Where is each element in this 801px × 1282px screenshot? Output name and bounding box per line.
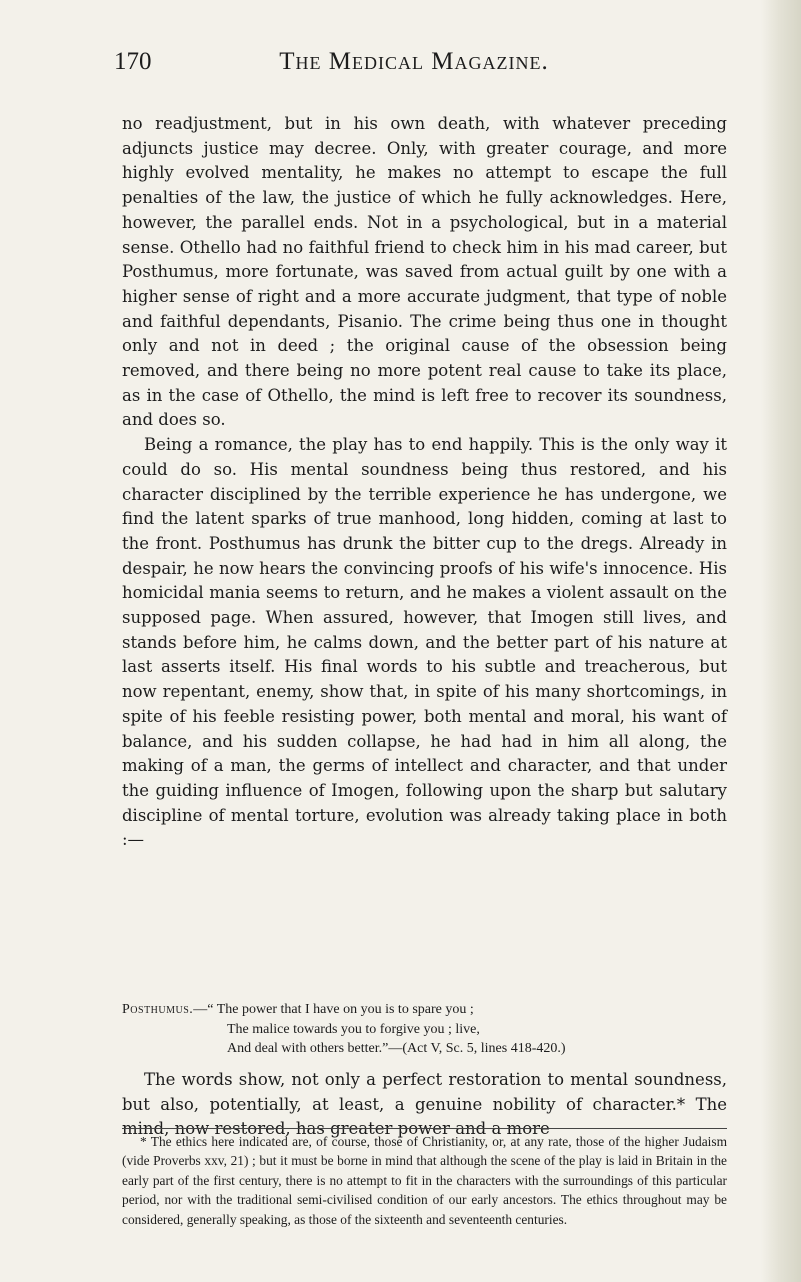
paragraph-2: Being a romance, the play has to end happily. This is the only way it could do so. His mental soundness being thus restored, and his character disciplined by the terrible experience he has undergone, we find the latent sparks of true manhood, long hidden, coming at last to the front. Posthumus has drunk the bitter cup to the dregs. Already in despair, he now hears the convincing proofs of his wife's innocence. His homicidal mania seems to return, and he makes a violent assault on the supposed page. When assured, however, that Imogen still lives, and stands before him, he calms down, and the better part of his nature at last asserts itself. His final words to his subtle and treacherous, but now repentant, enemy, show that, in spite of his many shortcomings, in spite of his feeble resisting power, both mental and moral, his want of balance, and his sudden collapse, he had had in him all along, the making of a man, the germs of intellect and character, and that under the guiding influence of Imogen, following upon the sharp but salutary discipline of mental torture, evolution was already taking place in both :— [122,435,727,850]
footnote-rule [122,1128,727,1129]
quote-speaker: Posthumus. [122,1002,194,1017]
closing-paragraph [122,1068,727,1142]
body-text [122,112,727,853]
page-number: 170 [114,48,152,75]
paragraph-1: no readjustment, but in his own death, with whatever preceding adjuncts justice may decree. Only, with greater courage, and more highly evolved mentality, he makes no attempt to escape the full penalties of the law, the justice of which he fully acknowledges. Here, however, the parallel ends. Not in a psychological, but in a material sense. Othello had no faithful friend to check him in his mad career, but Posthumus, more fortunate, was saved from actual guilt by one with a higher sense of right and a more accurate judgment, that type of noble and faithful dependants, Pisanio. The crime being thus one in thought only and not in deed ; the original cause of the obsession being removed, and there being no more potent real cause to take its place, as in the case of Othello, the mind is left free to recover its soundness, and does so. [122,114,727,430]
footnote [122,1132,727,1229]
page-header [114,48,714,82]
quote-line-1-text: —“ The power that I have on you is to spare you ; [193,1002,474,1017]
quote-line-2: The malice towards you to forgive you ; live, [227,1021,480,1037]
quote-line-3: And deal with others better.”—(Act V, Sc. 5, lines 418-420.) [227,1041,566,1056]
block-quote [122,1000,727,1059]
paragraph-3: The words show, not only a perfect restoration to mental soundness, but also, potentially, at least, a genuine nobility of character.* The mind, now restored, has greater power and a more [122,1070,727,1139]
footnote-text: * The ethics here indicated are, of course, those of Christianity, or, at any rate, those of the higher Judaism (vide Proverbs xxv, 21) ; but it must be borne in mind that although the scene of the play is laid in Britain in the early part of the first century, there is no attempt to fit in the characters with the surroundings of this particular period, nor with the traditional semi-civilised condition of our early ancestors. The ethics throughout may be considered, generally speaking, as those of the sixteenth and seventeenth centuries. [122,1134,727,1227]
page-edge-shadow [761,0,801,1282]
quote-line-1 [122,1000,727,1020]
running-title: The Medical Magazine. [279,48,549,75]
